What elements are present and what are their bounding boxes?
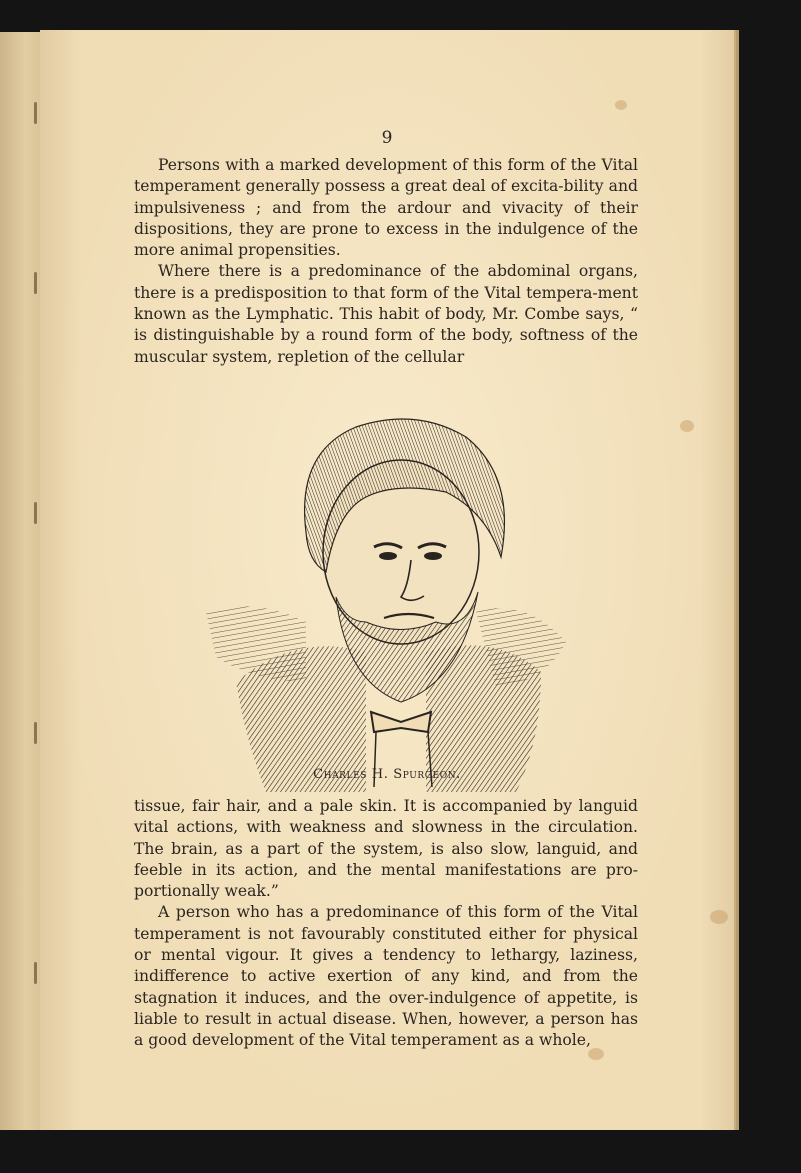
paragraph: tissue, fair hair, and a pale skin. It is accompanied by languid vital actions, with weakness and slowness in the circulation. The brain, as a part of the system, is also slow, languid, and feeble in its action, and the mental manifestations are pro-portionally weak.”: [134, 797, 638, 901]
illustration-caption: Charles H. Spurgeon.: [313, 767, 461, 782]
book-page: [40, 30, 734, 1130]
foxing-spot: [615, 100, 627, 110]
page-number: 9: [381, 128, 393, 148]
binding-stitch: [34, 722, 37, 744]
paragraph: A person who has a predominance of this form of the Vital temperament is not favourably constituted either for physical or mental vigour. It gives a tendency to lethargy, laziness, indifference to active exertion of any kind, and from the stagnation it induces, and the over-indulgence of appetite, is liable to result in actual disease. When, however, a person has a good development of the Vital temperament as a whole,: [134, 903, 638, 1050]
binding-stitch: [34, 102, 37, 124]
binding-stitch: [34, 962, 37, 984]
binding-stitch: [34, 502, 37, 524]
paragraph: Where there is a predominance of the abdominal organs, there is a predisposition to that form of the Vital tempera-ment known as the Lymphatic. This habit of body, Mr. Combe says, “ is distinguishable by a round form of the body, softness of the muscular system, repletion of the cellular: [134, 262, 638, 366]
binding-stitch: [34, 272, 37, 294]
foxing-spot: [710, 910, 728, 924]
paragraph: Persons with a marked development of this form of the Vital temperament generally possess a great deal of excita-bility and impulsiveness ; and from the ardour and vivacity of their dispositions, they are prone to excess in the indulgence of the more animal propensities.: [134, 156, 638, 260]
body-text-top: [134, 155, 638, 368]
engraved-portrait-icon: [196, 382, 576, 792]
foxing-spot: [680, 420, 694, 432]
body-text-bottom: [134, 796, 638, 1052]
